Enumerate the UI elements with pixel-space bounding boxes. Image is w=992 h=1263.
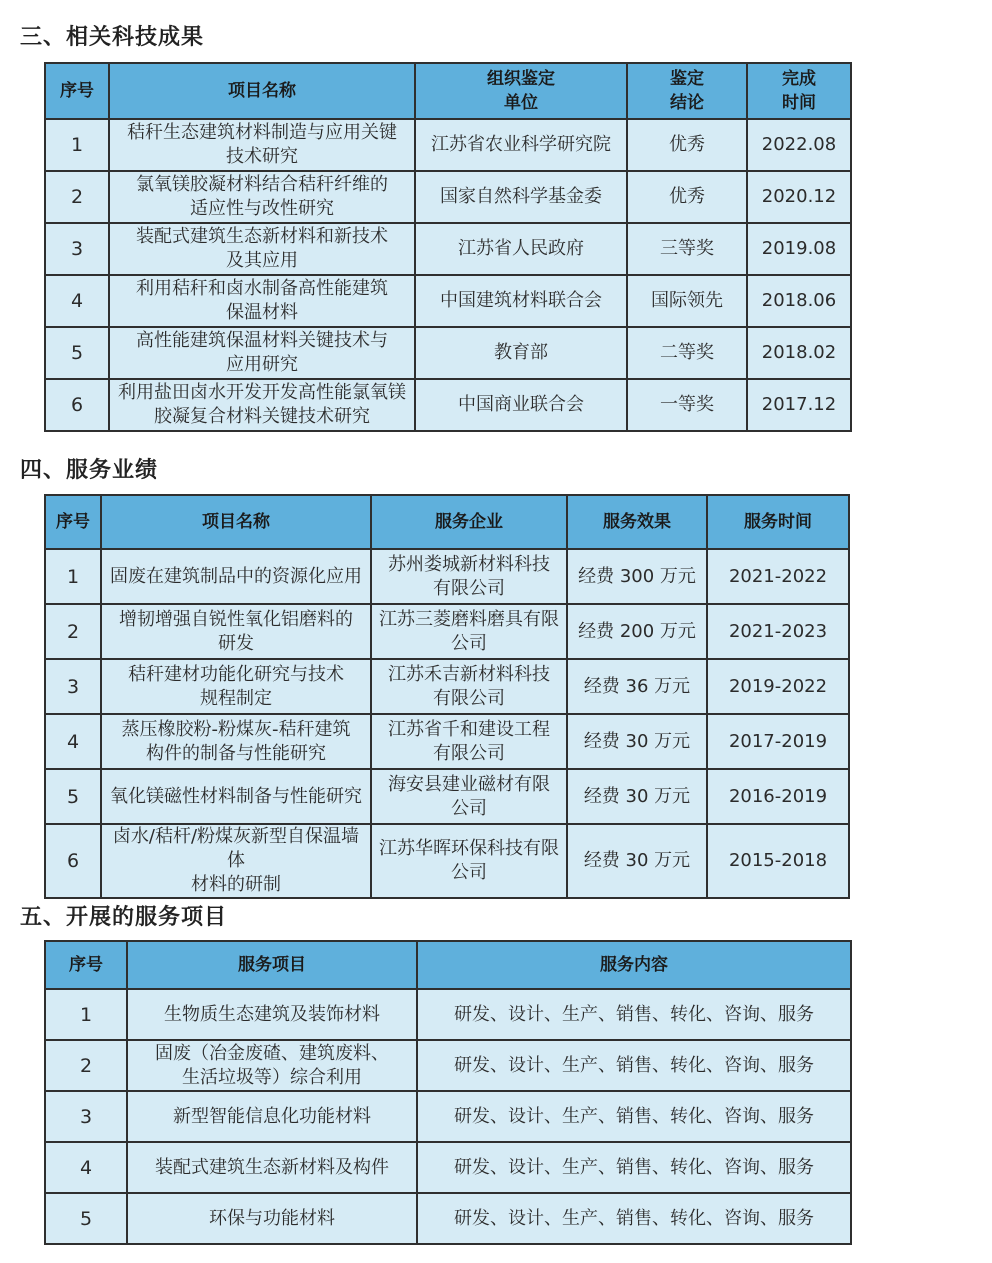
table-row [45, 1040, 851, 1091]
table-cell: 2018.02 [747, 327, 851, 379]
table-row [45, 223, 851, 275]
table-cell: 2017.12 [747, 379, 851, 431]
table-row [45, 549, 849, 604]
table-cell: 经费 30 万元 [567, 824, 707, 898]
table-cell: 固废（冶金废碴、建筑废料、 生活垃圾等）综合利用 [127, 1040, 417, 1091]
table-cell: 装配式建筑生态新材料及构件 [127, 1142, 417, 1193]
table-cell: 2022.08 [747, 119, 851, 171]
table-cell: 2019.08 [747, 223, 851, 275]
section5-header-row [45, 941, 851, 989]
row-index: 2 [45, 171, 109, 223]
row-index: 5 [45, 769, 101, 824]
table-cell: 国家自然科学基金委 [415, 171, 627, 223]
service-items-table [44, 940, 852, 1245]
table-row [45, 989, 851, 1040]
table-cell: 研发、设计、生产、销售、转化、咨询、服务 [417, 1193, 851, 1244]
section5-header-cell: 服务内容 [417, 941, 851, 989]
table-row [45, 119, 851, 171]
row-index: 4 [45, 275, 109, 327]
section3-header-cell: 项目名称 [109, 63, 415, 119]
table-cell: 增韧增强自锐性氧化铝磨料的 研发 [101, 604, 371, 659]
row-index: 2 [45, 1040, 127, 1091]
section5-title: 五、开展的服务项目 [20, 905, 228, 930]
table-row [45, 714, 849, 769]
table-cell: 高性能建筑保温材料关键技术与 应用研究 [109, 327, 415, 379]
table-row [45, 1142, 851, 1193]
section5-header-cell: 序号 [45, 941, 127, 989]
table-cell: 秸秆生态建筑材料制造与应用关键 技术研究 [109, 119, 415, 171]
section3-header-cell: 序号 [45, 63, 109, 119]
table-cell: 2015-2018 [707, 824, 849, 898]
table-row [45, 327, 851, 379]
table-cell: 新型智能信息化功能材料 [127, 1091, 417, 1142]
section5-header-cell: 服务项目 [127, 941, 417, 989]
achievements-table [44, 62, 852, 432]
row-index: 6 [45, 824, 101, 898]
section3-header-cell: 组织鉴定 单位 [415, 63, 627, 119]
table-cell: 生物质生态建筑及装饰材料 [127, 989, 417, 1040]
row-index: 1 [45, 549, 101, 604]
row-index: 2 [45, 604, 101, 659]
table-cell: 江苏三菱磨料磨具有限 公司 [371, 604, 567, 659]
table-cell: 优秀 [627, 171, 747, 223]
table-cell: 装配式建筑生态新材料和新技术 及其应用 [109, 223, 415, 275]
table-cell: 氧化镁磁性材料制备与性能研究 [101, 769, 371, 824]
table-cell: 研发、设计、生产、销售、转化、咨询、服务 [417, 1091, 851, 1142]
section4-header-cell: 服务企业 [371, 495, 567, 549]
table-cell: 教育部 [415, 327, 627, 379]
row-index: 3 [45, 1091, 127, 1142]
table-cell: 利用秸秆和卤水制备高性能建筑 保温材料 [109, 275, 415, 327]
table-cell: 苏州娄城新材料科技 有限公司 [371, 549, 567, 604]
table-cell: 2020.12 [747, 171, 851, 223]
table-cell: 2018.06 [747, 275, 851, 327]
table-cell: 秸秆建材功能化研究与技术 规程制定 [101, 659, 371, 714]
table-row [45, 275, 851, 327]
table-cell: 研发、设计、生产、销售、转化、咨询、服务 [417, 1142, 851, 1193]
row-index: 1 [45, 119, 109, 171]
section4-header-cell: 服务效果 [567, 495, 707, 549]
row-index: 4 [45, 714, 101, 769]
table-cell: 江苏禾吉新材料科技 有限公司 [371, 659, 567, 714]
table-row [45, 604, 849, 659]
section4-header-row [45, 495, 849, 549]
section4-header-cell: 序号 [45, 495, 101, 549]
table-cell: 经费 30 万元 [567, 769, 707, 824]
table-cell: 国际领先 [627, 275, 747, 327]
table-row [45, 769, 849, 824]
table-cell: 海安县建业磁材有限 公司 [371, 769, 567, 824]
table-cell: 二等奖 [627, 327, 747, 379]
table-cell: 研发、设计、生产、销售、转化、咨询、服务 [417, 989, 851, 1040]
table-cell: 利用盐田卤水开发开发高性能氯氧镁 胶凝复合材料关键技术研究 [109, 379, 415, 431]
table-row [45, 1091, 851, 1142]
section4-title: 四、服务业绩 [20, 458, 159, 483]
table-cell: 江苏省千和建设工程 有限公司 [371, 714, 567, 769]
table-row [45, 1193, 851, 1244]
section3-header-cell: 鉴定 结论 [627, 63, 747, 119]
table-row [45, 824, 849, 898]
table-row [45, 659, 849, 714]
table-cell: 经费 200 万元 [567, 604, 707, 659]
table-cell: 江苏省人民政府 [415, 223, 627, 275]
row-index: 4 [45, 1142, 127, 1193]
row-index: 5 [45, 1193, 127, 1244]
table-cell: 环保与功能材料 [127, 1193, 417, 1244]
row-index: 5 [45, 327, 109, 379]
section4-header-cell: 项目名称 [101, 495, 371, 549]
section3-header-row [45, 63, 851, 119]
table-cell: 研发、设计、生产、销售、转化、咨询、服务 [417, 1040, 851, 1091]
table-cell: 2021-2022 [707, 549, 849, 604]
table-cell: 卤水/秸杆/粉煤灰新型自保温墙体 材料的研制 [101, 824, 371, 898]
table-cell: 优秀 [627, 119, 747, 171]
table-cell: 经费 36 万元 [567, 659, 707, 714]
table-cell: 经费 30 万元 [567, 714, 707, 769]
service-performance-table [44, 494, 850, 899]
table-cell: 2021-2023 [707, 604, 849, 659]
section3-header-cell: 完成 时间 [747, 63, 851, 119]
table-cell: 中国建筑材料联合会 [415, 275, 627, 327]
row-index: 6 [45, 379, 109, 431]
table-cell: 固废在建筑制品中的资源化应用 [101, 549, 371, 604]
table-row [45, 379, 851, 431]
table-cell: 江苏华晖环保科技有限 公司 [371, 824, 567, 898]
table-cell: 氯氧镁胶凝材料结合秸秆纤维的 适应性与改性研究 [109, 171, 415, 223]
section4-header-cell: 服务时间 [707, 495, 849, 549]
table-cell: 经费 300 万元 [567, 549, 707, 604]
section3-title: 三、相关科技成果 [20, 25, 205, 50]
table-cell: 2017-2019 [707, 714, 849, 769]
row-index: 1 [45, 989, 127, 1040]
table-cell: 江苏省农业科学研究院 [415, 119, 627, 171]
table-cell: 中国商业联合会 [415, 379, 627, 431]
table-cell: 三等奖 [627, 223, 747, 275]
table-cell: 一等奖 [627, 379, 747, 431]
table-cell: 2016-2019 [707, 769, 849, 824]
table-cell: 蒸压橡胶粉-粉煤灰-秸秆建筑 构件的制备与性能研究 [101, 714, 371, 769]
row-index: 3 [45, 659, 101, 714]
table-cell: 2019-2022 [707, 659, 849, 714]
table-row [45, 171, 851, 223]
row-index: 3 [45, 223, 109, 275]
